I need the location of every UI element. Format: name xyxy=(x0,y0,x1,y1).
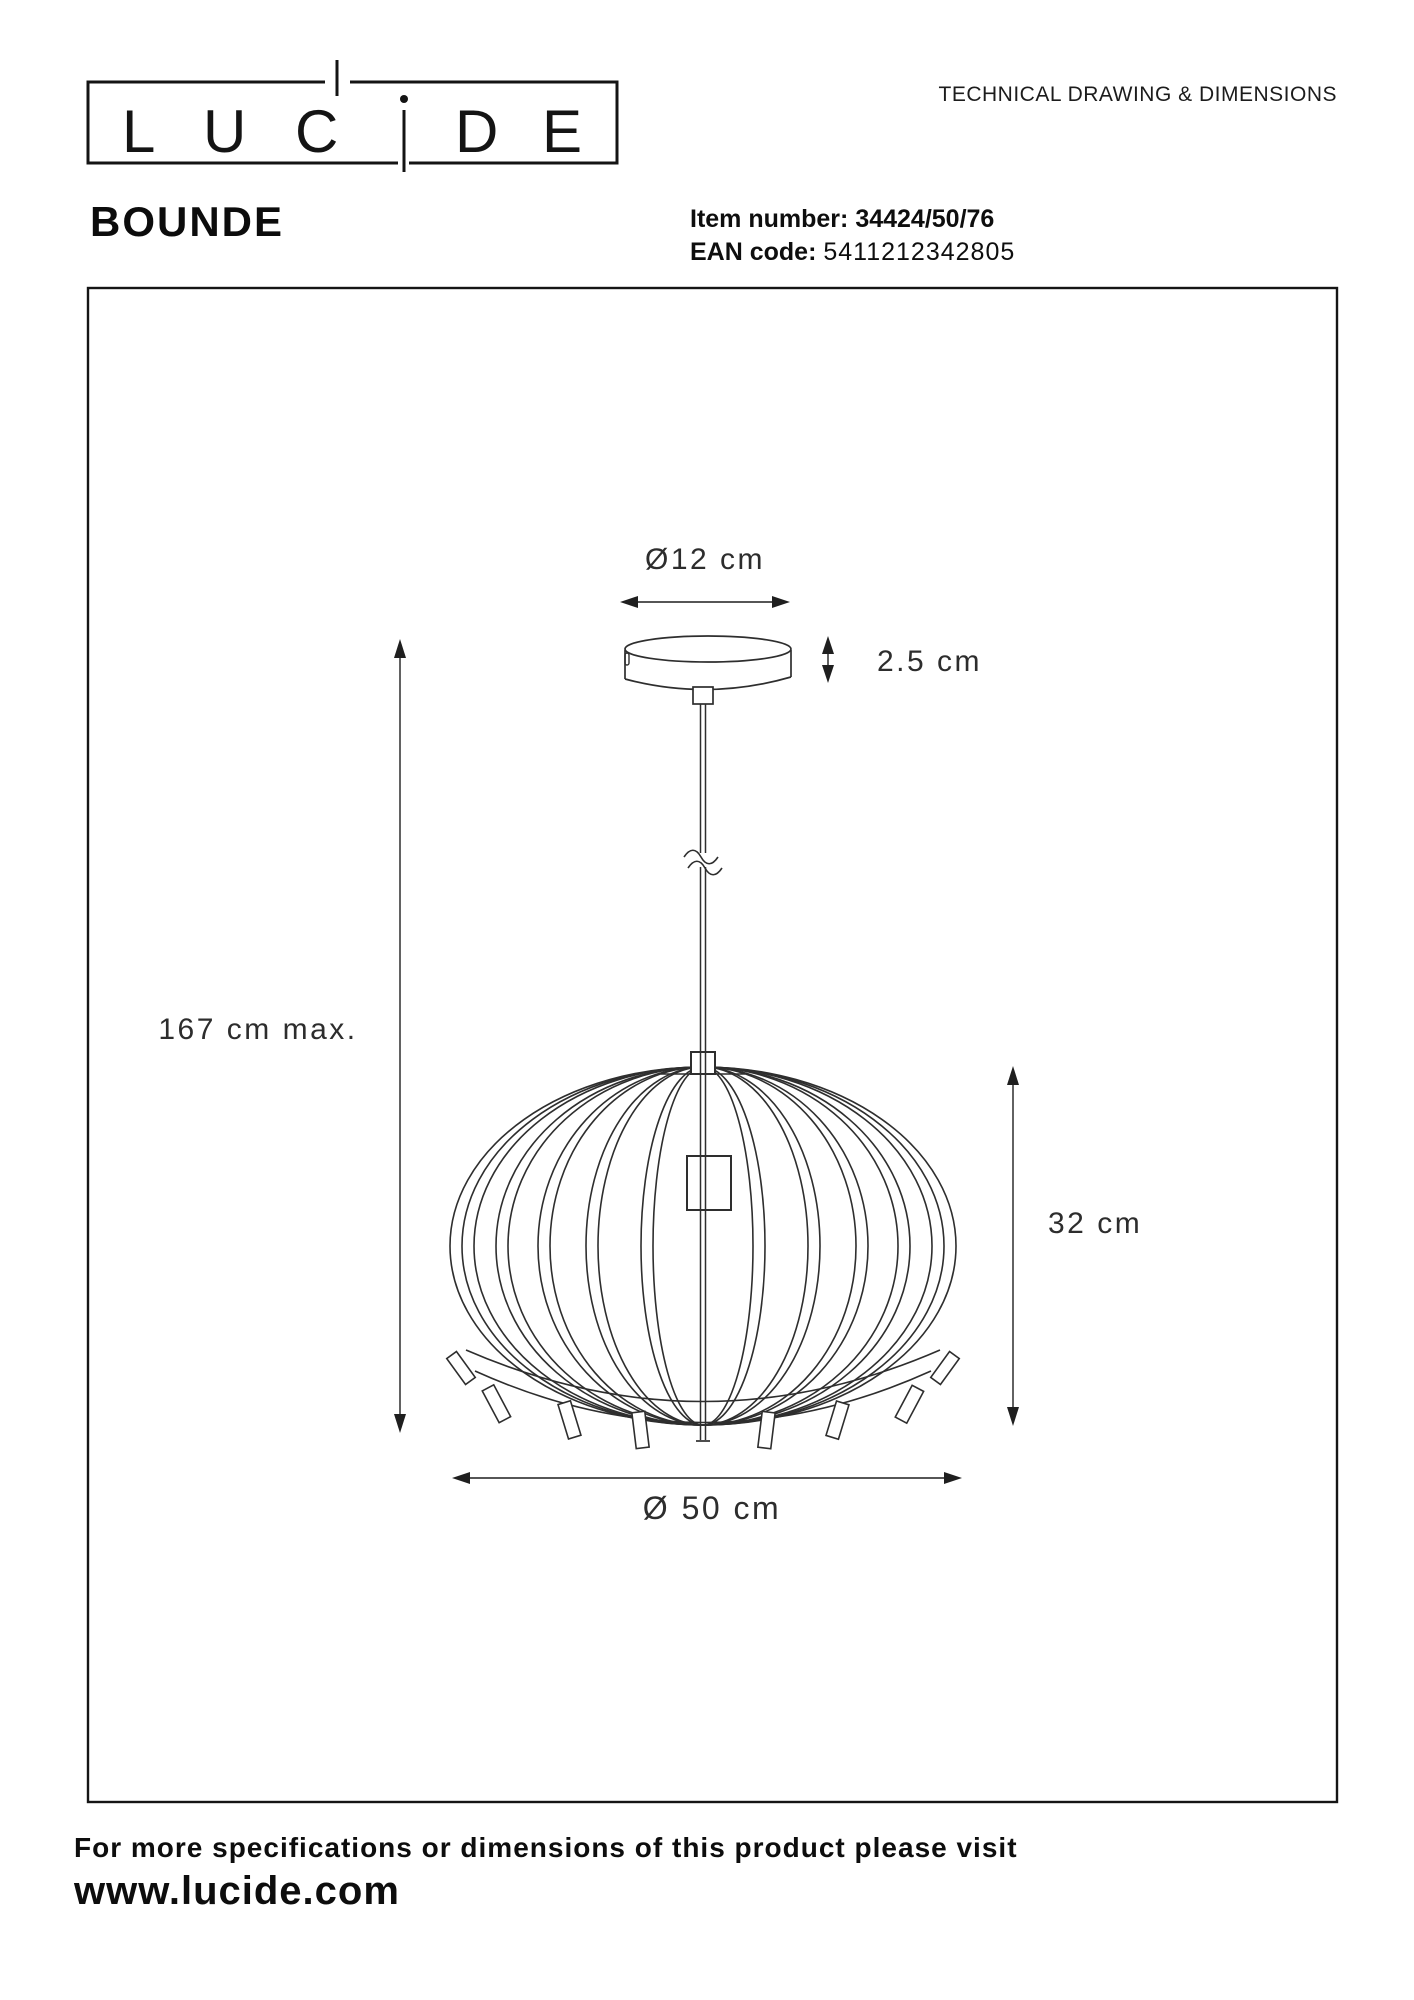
dimension-label-max-height: 167 cm max. xyxy=(158,1013,358,1046)
cage-rib xyxy=(598,1067,808,1425)
canopy-notch xyxy=(625,653,629,665)
rim-tab xyxy=(447,1352,476,1385)
logo-letter-u: U xyxy=(203,98,247,165)
dimension-label-canopy-height: 2.5 cm xyxy=(877,645,983,678)
dimension-label-canopy-diameter: Ø12 cm xyxy=(644,543,766,576)
lamp-socket xyxy=(687,1156,731,1210)
lamp-shade-cage xyxy=(447,1052,960,1449)
dim-canopy-diameter xyxy=(620,543,790,608)
dim-shade-height xyxy=(1007,1066,1142,1426)
logo-box-border xyxy=(88,82,617,163)
dim-max-height xyxy=(158,639,406,1433)
canopy-connector xyxy=(693,687,713,704)
cage-rib xyxy=(641,1067,765,1425)
pendant-lamp-drawing xyxy=(447,636,960,1449)
cage-top-bracket xyxy=(691,1052,715,1074)
arrow-right-icon xyxy=(944,1472,962,1484)
ean-code-label: EAN code: xyxy=(690,238,817,266)
arrow-down-icon xyxy=(1007,1407,1019,1426)
cage-rib xyxy=(508,1067,898,1425)
item-number-line xyxy=(690,203,1015,236)
cage-rib xyxy=(474,1067,932,1425)
logo-letter-e: E xyxy=(542,98,583,165)
cage-rib xyxy=(653,1067,753,1425)
arrow-up-icon xyxy=(822,636,834,654)
lucide-logo xyxy=(88,60,617,172)
cage-rib xyxy=(586,1067,820,1425)
product-name: BOUNDE xyxy=(90,198,285,245)
cage-rib xyxy=(538,1067,868,1425)
arrow-up-icon xyxy=(394,639,406,658)
cage-rib xyxy=(462,1067,944,1425)
product-meta xyxy=(690,203,1015,269)
footer-note: For more specifications or dimensions of this product please visit xyxy=(74,1832,1018,1863)
dimension-label-shade-diameter: Ø 50 cm xyxy=(642,1490,782,1526)
dim-shade-diameter xyxy=(452,1472,962,1526)
cage-rib xyxy=(550,1067,856,1425)
dimension-label-shade-height: 32 cm xyxy=(1048,1207,1143,1240)
item-number-value: 34424/50/76 xyxy=(855,205,995,233)
ean-code-line xyxy=(690,236,1015,269)
cage-bottom-rim xyxy=(466,1350,940,1402)
item-number-label: Item number: xyxy=(690,205,849,233)
ceiling-canopy xyxy=(625,636,791,690)
dim-canopy-height xyxy=(822,636,982,683)
footer xyxy=(74,1832,1018,1914)
document-title: TECHNICAL DRAWING & DIMENSIONS xyxy=(938,83,1337,106)
arrow-down-icon xyxy=(394,1414,406,1433)
rim-tab xyxy=(895,1385,923,1423)
logo-i-dot xyxy=(400,95,408,103)
arrow-down-icon xyxy=(822,665,834,683)
logo-letter-c: C xyxy=(295,98,339,165)
ean-code-value: 5411212342805 xyxy=(823,238,1016,266)
rim-tab xyxy=(931,1352,960,1385)
cage-silhouette xyxy=(450,1067,956,1425)
canopy-top xyxy=(625,636,791,662)
arrow-up-icon xyxy=(1007,1066,1019,1085)
logo-letter-d: D xyxy=(455,98,499,165)
cage-rib xyxy=(496,1067,910,1425)
dimension-annotations xyxy=(158,543,1142,1526)
arrow-left-icon xyxy=(452,1472,470,1484)
logo-letter-l: L xyxy=(122,98,156,165)
arrow-right-icon xyxy=(772,596,790,608)
arrow-left-icon xyxy=(620,596,638,608)
rim-tab xyxy=(482,1385,510,1423)
footer-website-link[interactable]: www.lucide.com xyxy=(74,1869,400,1913)
